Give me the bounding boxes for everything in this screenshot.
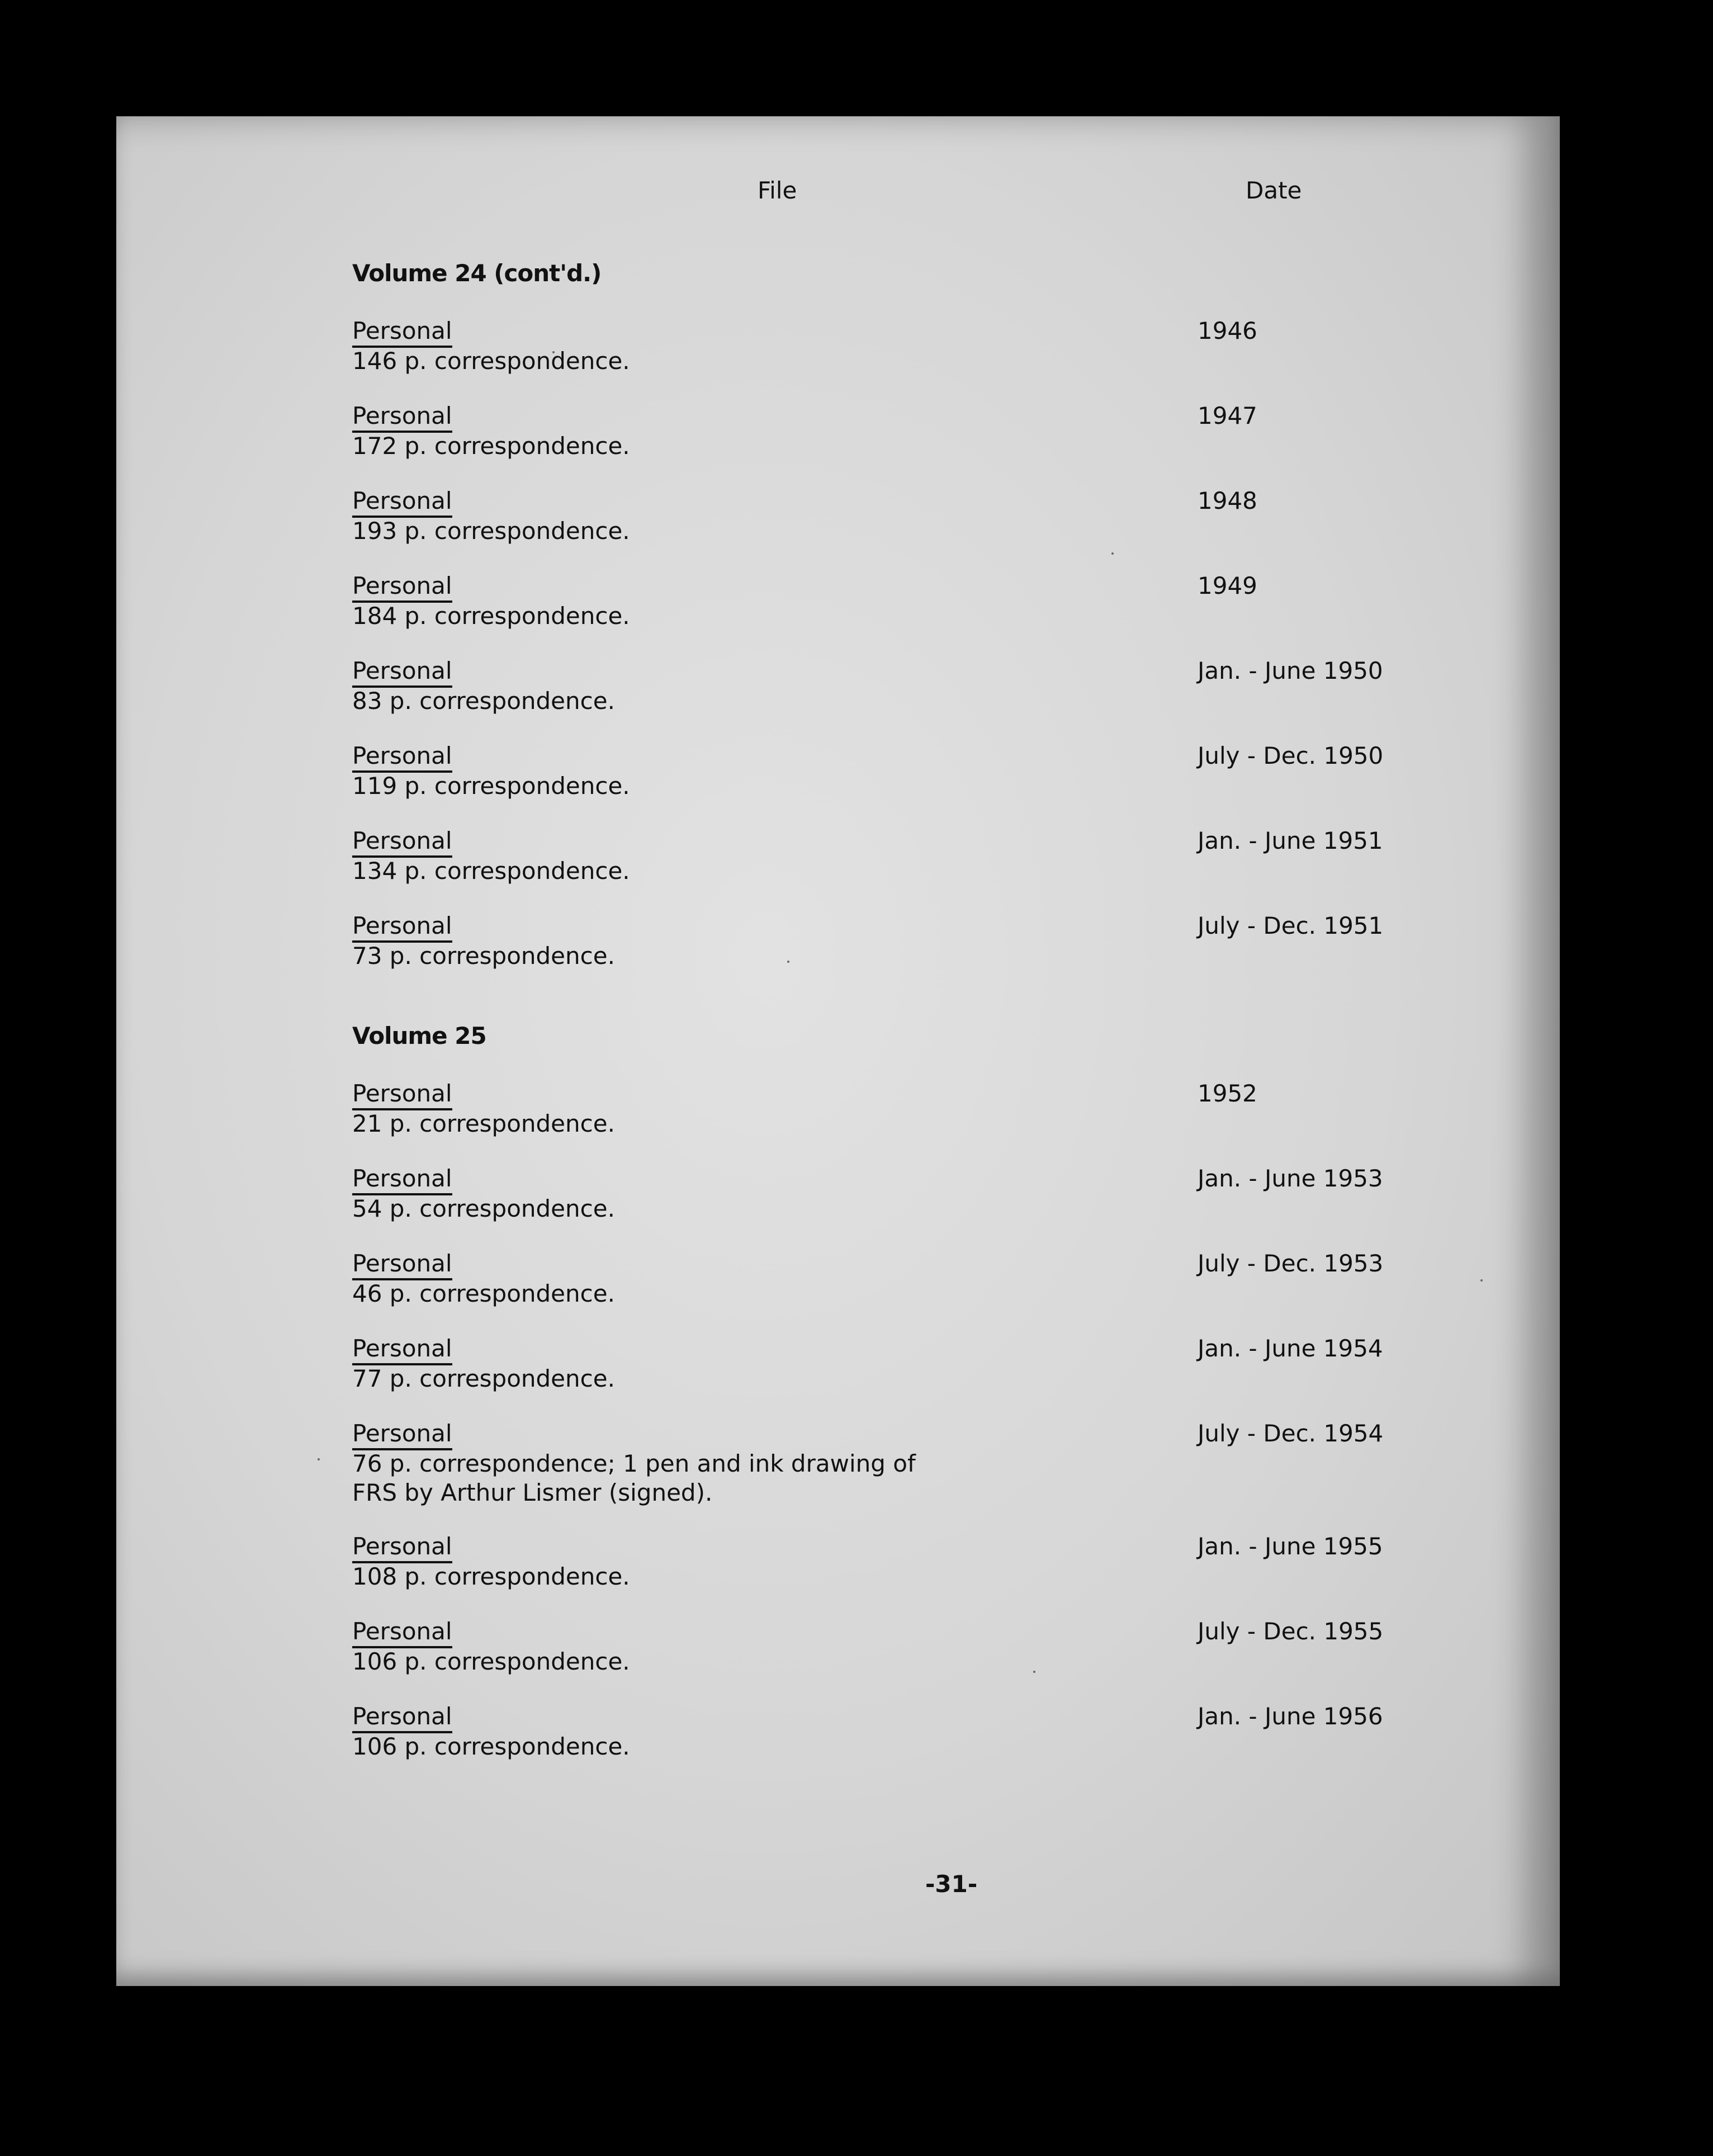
file-type: Personal bbox=[352, 486, 452, 518]
file-type: Personal bbox=[352, 1617, 452, 1648]
paper-speck bbox=[1480, 1279, 1483, 1282]
file-description: 184 p. correspondence. bbox=[352, 602, 630, 630]
file-type: Personal bbox=[352, 316, 452, 348]
file-description: 106 p. correspondence. bbox=[352, 1733, 630, 1760]
file-date: 1947 bbox=[1198, 402, 1257, 429]
file-type: Personal bbox=[352, 1249, 452, 1280]
list-item bbox=[352, 741, 1191, 801]
file-description: 54 p. correspondence. bbox=[352, 1195, 615, 1222]
file-description: 73 p. correspondence. bbox=[352, 942, 615, 970]
list-item bbox=[352, 911, 1191, 971]
list-item bbox=[352, 826, 1191, 886]
file-date: Jan. - June 1953 bbox=[1198, 1165, 1383, 1192]
file-type: Personal bbox=[352, 656, 452, 688]
file-date: July - Dec. 1953 bbox=[1198, 1250, 1384, 1277]
section-title-volume-25: Volume 25 bbox=[352, 1022, 486, 1049]
file-type: Personal bbox=[352, 571, 452, 603]
file-date: July - Dec. 1951 bbox=[1198, 912, 1384, 939]
file-description: 106 p. correspondence. bbox=[352, 1648, 630, 1675]
list-item bbox=[352, 1334, 1191, 1393]
file-description: 134 p. correspondence. bbox=[352, 857, 630, 885]
list-item bbox=[352, 1702, 1191, 1761]
paper-speck bbox=[1111, 552, 1114, 555]
page-number: -31- bbox=[925, 1870, 978, 1898]
list-item bbox=[352, 656, 1191, 716]
file-date: Jan. - June 1951 bbox=[1198, 827, 1383, 854]
file-type: Personal bbox=[352, 1702, 452, 1733]
file-date: July - Dec. 1954 bbox=[1198, 1420, 1384, 1447]
file-description: 76 p. correspondence; 1 pen and ink drawing of FRS by Arthur Lismer (signed). bbox=[352, 1450, 916, 1506]
file-date: July - Dec. 1950 bbox=[1198, 742, 1384, 769]
file-date: Jan. - June 1950 bbox=[1198, 657, 1383, 684]
file-date: 1952 bbox=[1198, 1080, 1257, 1107]
list-item bbox=[352, 571, 1191, 631]
list-item bbox=[352, 1419, 1191, 1507]
file-type: Personal bbox=[352, 1419, 452, 1450]
list-item bbox=[352, 401, 1191, 461]
file-description: 119 p. correspondence. bbox=[352, 772, 630, 800]
list-item bbox=[352, 1164, 1191, 1223]
paper-speck bbox=[318, 1458, 320, 1460]
list-item bbox=[352, 1079, 1191, 1138]
file-date: Jan. - June 1955 bbox=[1198, 1533, 1383, 1560]
file-date: Jan. - June 1956 bbox=[1198, 1703, 1383, 1730]
file-type: Personal bbox=[352, 826, 452, 858]
file-description: 172 p. correspondence. bbox=[352, 432, 630, 460]
list-item bbox=[352, 1249, 1191, 1308]
file-type: Personal bbox=[352, 741, 452, 773]
file-type: Personal bbox=[352, 1334, 452, 1365]
file-type: Personal bbox=[352, 401, 452, 433]
list-item bbox=[352, 486, 1191, 546]
file-date: 1948 bbox=[1198, 487, 1257, 514]
file-date: July - Dec. 1955 bbox=[1198, 1618, 1384, 1645]
file-type: Personal bbox=[352, 1164, 452, 1195]
file-description: 21 p. correspondence. bbox=[352, 1110, 615, 1137]
file-date: 1946 bbox=[1198, 317, 1257, 344]
file-description: 83 p. correspondence. bbox=[352, 687, 615, 715]
file-description: 193 p. correspondence. bbox=[352, 517, 630, 545]
file-date: Jan. - June 1954 bbox=[1198, 1335, 1383, 1362]
file-type: Personal bbox=[352, 911, 452, 943]
file-column-header: File bbox=[758, 177, 797, 204]
file-description: 77 p. correspondence. bbox=[352, 1365, 615, 1392]
list-item bbox=[352, 1617, 1191, 1676]
file-description: 108 p. correspondence. bbox=[352, 1563, 630, 1590]
section-title-volume-24: Volume 24 (cont'd.) bbox=[352, 259, 602, 287]
list-item bbox=[352, 1532, 1191, 1591]
list-item bbox=[352, 316, 1191, 376]
file-description: 146 p. correspondence. bbox=[352, 347, 630, 375]
file-type: Personal bbox=[352, 1079, 452, 1110]
file-description: 46 p. correspondence. bbox=[352, 1280, 615, 1307]
date-column-header: Date bbox=[1246, 177, 1302, 204]
file-date: 1949 bbox=[1198, 572, 1257, 599]
file-type: Personal bbox=[352, 1532, 452, 1563]
